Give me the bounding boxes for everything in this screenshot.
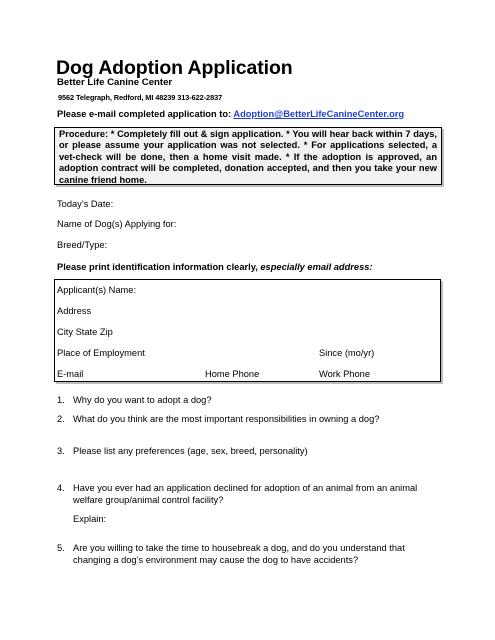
question-number: 1. [57,395,65,405]
organization-address: 9562 Telegraph, Redford, MI 48239 313-622-2837 [58,93,223,102]
todays-date-label: Today’s Date: [57,199,114,209]
question-text: Why do you want to adopt a dog? [73,395,212,405]
page-title: Dog Adoption Application [56,57,293,79]
email-label: E-mail [57,369,84,379]
since-label: Since (mo/yr) [319,348,375,358]
city-state-zip-label: City State Zip [57,327,113,337]
dog-name-label: Name of Dog(s) Applying for: [57,219,177,229]
employment-label: Place of Employment [57,348,145,358]
question-number: 5. [57,543,65,553]
home-phone-label: Home Phone [205,369,260,379]
organization-name: Better Life Canine Center [57,77,173,88]
work-phone-label: Work Phone [319,369,370,379]
question-number: 4. [57,483,65,493]
print-instruction-text: Please print identification information clearly, [57,262,261,272]
print-instruction [57,262,373,272]
print-instruction-emphasis: especially email address: [260,262,373,272]
email-instruction-label: Please e-mail completed application to: [57,109,232,119]
question-text: Are you willing to take the time to housebreak a dog, and do you understand that changing a dog’s environment may cause the dog to have accidents? [73,543,405,565]
question-text: What do you think are the most important responsibilities in owning a dog? [73,414,380,424]
address-label: Address [57,306,92,316]
question-text: Have you ever had an application declined for adoption of an animal from an animal welfare group/animal control facility? [73,483,418,505]
breed-label: Breed/Type: [57,240,108,250]
question-number: 3. [57,446,65,456]
explain-label: Explain: [73,514,107,524]
email-link[interactable]: Adoption@BetterLifeCanineCenter.org [233,109,405,119]
email-instruction [57,109,404,119]
question-number: 2. [57,414,65,424]
procedure-box: Procedure: * Completely fill out & sign application. * You will hear back within 7 days, or please assume your application was not selected. * For applications selected, a vet-check will be done, then a home visit made. * If the adoption is approved, an adoption contract will be completed, donation accepted, and then you take your new canine friend home. [54,127,442,185]
applicant-name-label: Applicant(s) Name: [57,285,137,295]
question-text: Please list any preferences (age, sex, breed, personality) [73,446,308,456]
